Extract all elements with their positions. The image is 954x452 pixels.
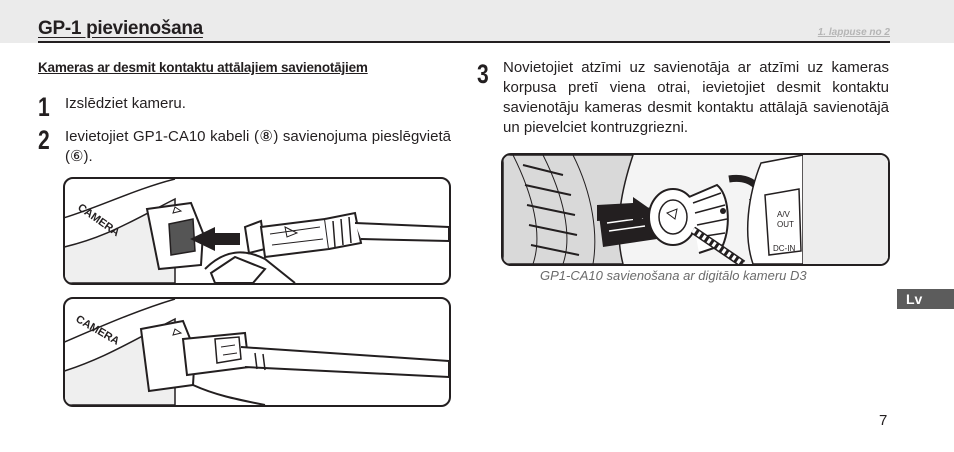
step-1-text: Izslēdziet kameru. (65, 95, 186, 112)
camera-body-lettering-2: CAMERA (73, 313, 122, 348)
page-number: 7 (879, 412, 888, 429)
figure-camera-connection (501, 153, 890, 266)
camera-connection-illustration (503, 155, 888, 264)
header-rule (38, 41, 890, 43)
camera-body-lettering: CAMERA (75, 201, 122, 240)
cable-inserted-illustration (65, 299, 449, 405)
page-indicator: 1. lappuse no 2 (817, 27, 890, 38)
dc-in-label: DC-IN (773, 244, 796, 253)
figure-cable-insertion (63, 177, 451, 285)
step-1-number: 1 (38, 92, 50, 122)
av-port-label: A/V (777, 210, 790, 219)
figure-cable-inserted (63, 297, 451, 407)
language-tab: Lv (897, 289, 954, 309)
step-2-text: Ievietojiet GP1-CA10 kabeli (⑧) savienojuma pieslēgvietā (⑥). (65, 128, 451, 165)
step-3-text: Novietojiet atzīmi uz savienotāja ar atzīmi uz kameras korpusa pretī viena otrai, ievietojiet desmit kontaktu savienotāju kameras desmit kontaktu attālajā savienotājā un pievelciet kontruzgriezni. (503, 59, 889, 136)
step-2-number: 2 (38, 125, 50, 155)
section-heading: Kameras ar desmit kontaktu attālajiem savienotājiem (38, 60, 368, 75)
page-title: GP-1 pievienošana (38, 18, 203, 39)
cable-insertion-illustration (65, 179, 449, 283)
step-3-number: 3 (477, 59, 489, 89)
av-out-label: OUT (777, 220, 794, 229)
figure-caption: GP1-CA10 savienošana ar digitālo kameru D3 (540, 268, 807, 283)
